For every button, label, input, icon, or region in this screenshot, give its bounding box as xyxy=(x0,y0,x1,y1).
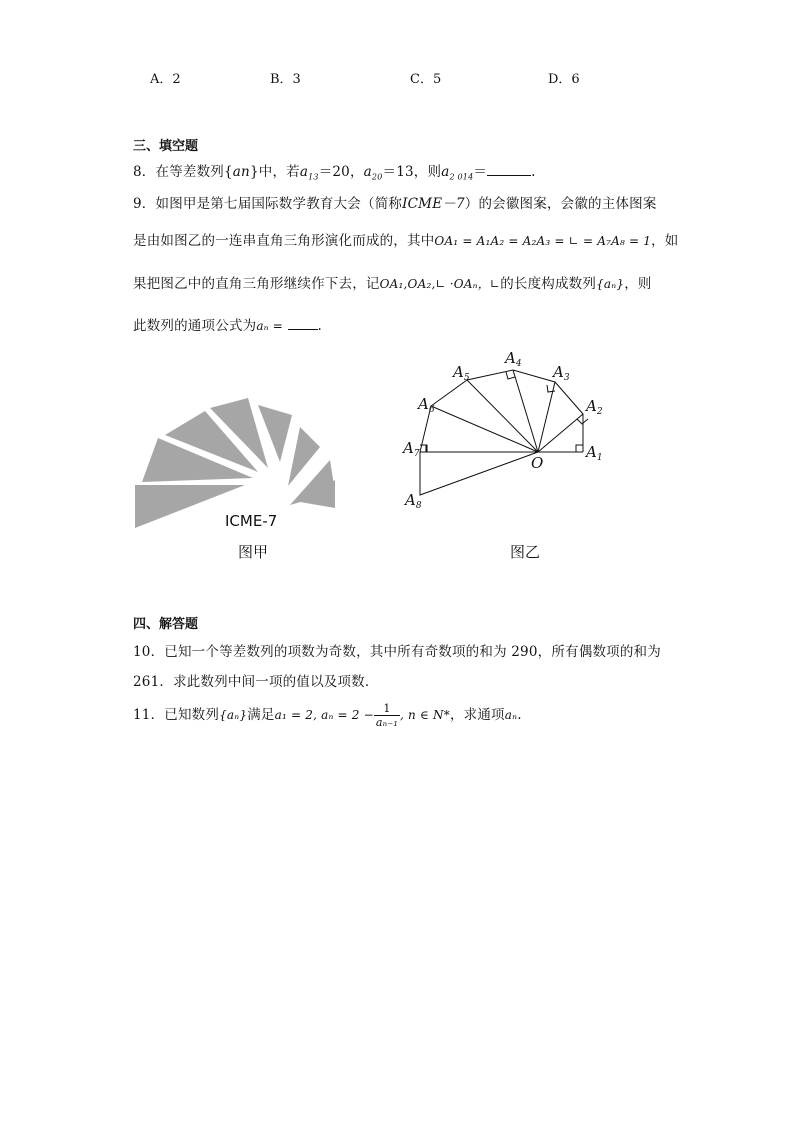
question-number: 8． xyxy=(133,164,156,180)
question-9-line-3: 果把图乙中的直角三角形继续作下去，记OA₁,OA₂,∟ ·OAₙ，∟的长度构成数列{aₙ}，则 xyxy=(133,276,652,292)
option-c: C．5 xyxy=(410,72,442,87)
section-title-fill-in: 三、填空题 xyxy=(133,139,199,154)
label-A3: $A_3$ xyxy=(553,363,570,383)
label-A8: $A_8$ xyxy=(405,491,422,511)
question-number: 9． xyxy=(133,196,156,212)
q8-text: }中，若 xyxy=(249,164,300,180)
icme-logo-figure xyxy=(130,390,345,530)
q11-domain: , n ∈ N* xyxy=(399,708,450,722)
label-O: O xyxy=(531,454,544,472)
right-triangle-spiral-figure xyxy=(395,345,625,520)
option-b: B．3 xyxy=(270,72,301,87)
q9-math-lengths: OA₁,OA₂,∟ ·OAₙ，∟ xyxy=(379,277,501,291)
q8-val2: ＝13，则 xyxy=(382,164,442,180)
right-angle-mark xyxy=(576,445,583,452)
question-9-line-1: 9．如图甲是第七届国际数学教育大会（简称ICME－7）的会徽图案，会徽的主体图案 xyxy=(133,196,657,212)
label-A5: $A_5$ xyxy=(453,363,470,383)
answer-blank xyxy=(487,165,531,176)
logo-triangles xyxy=(135,398,335,528)
q11-recurrence: a₁ = 2, aₙ = 2 − xyxy=(274,708,374,722)
q11-sequence: {aₙ} xyxy=(219,708,248,722)
q9-an: aₙ = xyxy=(256,319,283,333)
q9-sequence: {aₙ} xyxy=(596,277,625,291)
q11-fraction: $\frac{1}{\text{aₙ₋₁}}$ xyxy=(375,702,398,729)
question-9-line-4: 此数列的通项公式为aₙ = . xyxy=(133,318,322,334)
question-10-line-2: 261．求此数列中间一项的值以及项数． xyxy=(133,674,379,690)
question-8: 8．在等差数列{an}中，若$a_{13}=20$，$a_{20}=13$，则$a_{2 014}=$ . xyxy=(133,164,536,182)
question-number: 10． xyxy=(133,644,165,660)
question-10-line-1: 10．已知一个等差数列的项数为奇数，其中所有奇数项的和为 290，所有偶数项的和为 xyxy=(133,644,661,660)
q11-target: aₙ xyxy=(504,708,518,722)
label-A1: $A_1$ xyxy=(586,443,603,463)
option-a: A．2 xyxy=(150,72,181,87)
segment-OA6 xyxy=(431,406,538,452)
figure-caption-right: 图乙 xyxy=(510,543,541,561)
label-A6: $A_6$ xyxy=(418,395,435,415)
q9-math-equalities: OA₁ = A₁A₂ = A₂A₃ = ∟ = A₇A₈ = 1 xyxy=(434,234,652,248)
section-title-solve: 四、解答题 xyxy=(133,617,199,632)
q8-a13: $a_{13}$ xyxy=(299,164,319,182)
q8-text: 在等差数列{ xyxy=(155,164,233,180)
question-number: 11． xyxy=(133,707,165,723)
logo-text: ICME-7 xyxy=(225,512,278,530)
question-11: 11．已知数列{aₙ}满足a₁ = 2, aₙ = 2 − $\frac{1}{\text{aₙ₋₁}}$ , n ∈ N*，求通项aₙ. xyxy=(133,702,522,729)
q8-val3: ＝ xyxy=(473,164,488,180)
label-A4: $A_4$ xyxy=(505,349,522,369)
answer-blank xyxy=(288,319,318,330)
q8-val1: ＝20， xyxy=(318,164,364,180)
label-A2: $A_2$ xyxy=(586,397,603,417)
q9-icme: ICME－7 xyxy=(402,196,465,212)
q8-an: an xyxy=(232,164,250,180)
segment-OA3 xyxy=(538,382,555,452)
q8-a20: $a_{20}$ xyxy=(363,164,383,182)
q8-a2014: $a_{2 014}$ xyxy=(441,164,474,182)
label-A7: $A_7$ xyxy=(403,439,420,459)
option-d: D．6 xyxy=(548,72,580,87)
question-9-line-2: 是由如图乙的一连串直角三角形演化而成的，其中OA₁ = A₁A₂ = A₂A₃ = ∟ = A₇A₈ = 1，如 xyxy=(133,233,679,249)
outer-boundary xyxy=(420,370,583,495)
figure-caption-left: 图甲 xyxy=(238,543,269,561)
